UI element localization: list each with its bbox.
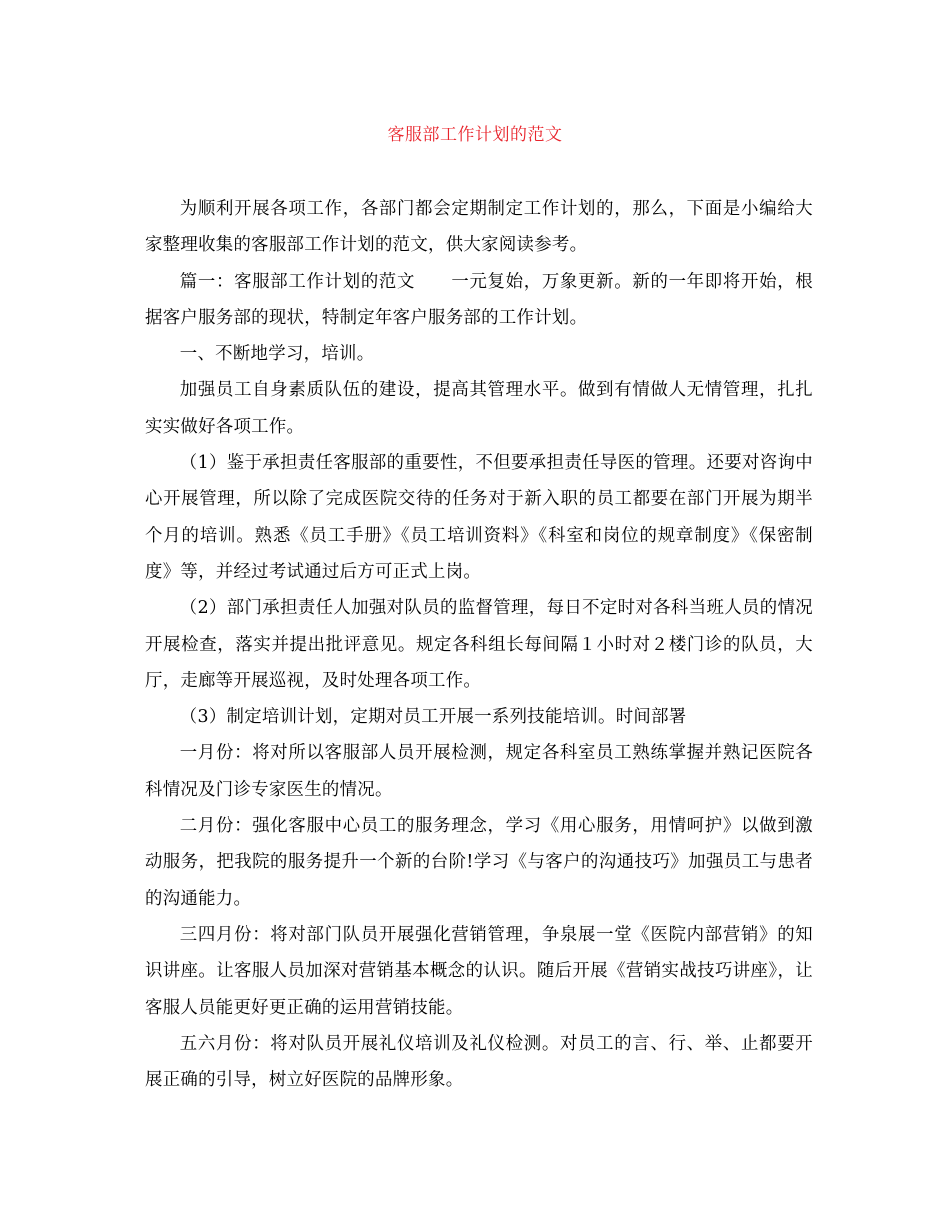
paragraph-part-one: 篇一：客服部工作计划的范文 一元复始，万象更新。新的一年即将开始，根据客户服务部的现状，特制定年客户服务部的工作计划。	[145, 271, 813, 328]
document-title: 客服部工作计划的范文	[387, 125, 563, 145]
paragraph-staff-quality: 加强员工自身素质队伍的建设，提高其管理水平。做到有情做人无情管理，扎扎实实做好各项工作。	[145, 380, 813, 437]
section-heading-training: 一、不断地学习，培训。	[179, 344, 375, 365]
paragraph-january: 一月份：将对所以客服部人员开展检测，规定各科室员工熟练掌握并熟记医院各科情况及门诊专家医生的情况。	[145, 743, 813, 800]
paragraph-item-1: （1）鉴于承担责任客服部的重要性，不但要承担责任导医的管理。还要对咨询中心开展管理，所以除了完成医院交待的任务对于新入职的员工都要在部门开展为期半个月的培训。熟悉《员工手册》《员工培训资料》《科室和岗位的规章制度》《保密制度》等，并经过考试通过后方可正式上岗。	[145, 453, 813, 582]
paragraph-intro: 为顺利开展各项工作，各部门都会定期制定工作计划的，那么，下面是小编给大家整理收集的客服部工作计划的范文，供大家阅读参考。	[145, 199, 813, 256]
paragraph-february: 二月份：强化客服中心员工的服务理念，学习《用心服务，用情呵护》以做到激动服务，把我院的服务提升一个新的台阶!学习《与客户的沟通技巧》加强员工与患者的沟通能力。	[145, 816, 813, 909]
document-body	[145, 191, 813, 1098]
paragraph-item-2: （2）部门承担责任人加强对队员的监督管理，每日不定时对各科当班人员的情况开展检查，落实并提出批评意见。规定各科组长每间隔１小时对２楼门诊的队员，大厅，走廊等开展巡视，及时处理各项工作。	[145, 598, 813, 691]
paragraph-may-june: 五六月份：将对队员开展礼仪培训及礼仪检测。对员工的言、行、举、止都要开展正确的引导，树立好医院的品牌形象。	[145, 1033, 813, 1091]
paragraph-march-april: 三四月份：将对部门队员开展强化营销管理，争泉展一堂《医院内部营销》的知识讲座。让客服人员加深对营销基本概念的认识。随后开展《营销实战技巧讲座》，让客服人员能更好更正确的运用营销技能。	[145, 924, 813, 1018]
paragraph-item-3: （3）制定培训计划，定期对员工开展一系列技能培训。时间部署	[179, 707, 687, 728]
